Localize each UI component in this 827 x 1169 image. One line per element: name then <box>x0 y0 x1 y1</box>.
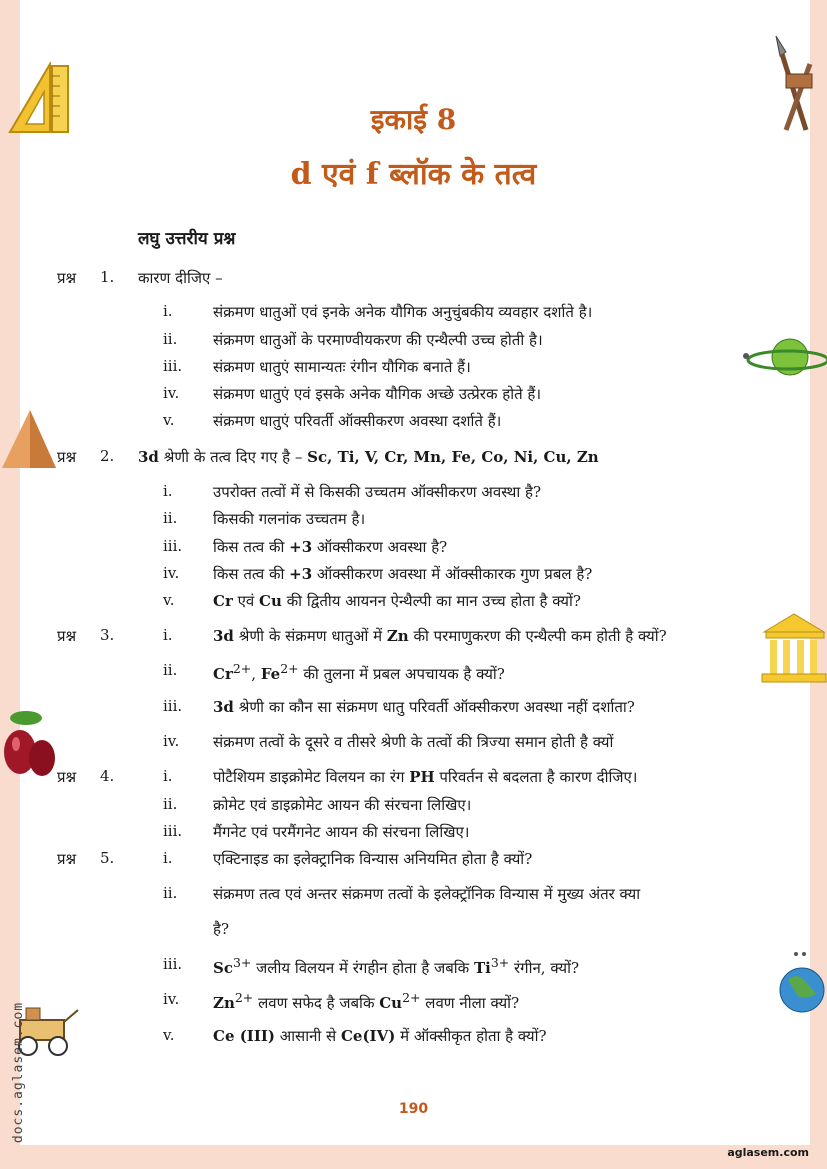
item-text: उपरोक्त तत्वों में से किसकी उच्चतम ऑक्सीकरण अवस्था है? <box>213 483 541 501</box>
item-number: iii. <box>163 955 183 973</box>
question-number: 1. <box>100 268 115 286</box>
question-number: 4. <box>100 767 115 785</box>
item-number: iv. <box>163 732 180 750</box>
planet-icon <box>742 332 827 382</box>
unit-label: इकाई 8 <box>370 103 457 136</box>
item-number: iii. <box>163 357 183 375</box>
item-text: किसकी गलनांक उच्चतम है। <box>213 510 366 528</box>
question-label: प्रश्न <box>57 768 77 786</box>
brand-link[interactable]: aglasem.com <box>727 1146 809 1159</box>
item-number: i. <box>163 302 173 320</box>
item-number: iv. <box>163 564 180 582</box>
item-number: iv. <box>163 990 180 1008</box>
item-text: संक्रमण धातुओं एवं इनके अनेक यौगिक अनुचुंबकीय व्यवहार दर्शाते है। <box>213 303 593 321</box>
item-number: i. <box>163 767 173 785</box>
item-number: iv. <box>163 384 180 402</box>
element-list: Sc, Ti, V, Cr, Mn, Fe, Co, Ni, Cu, Zn <box>307 448 599 466</box>
item-text: संक्रमण तत्व एवं अन्तर संक्रमण तत्वों के इलेक्ट्रॉनिक विन्यास में मुख्य अंतर क्या <box>213 885 641 903</box>
item-number: ii. <box>163 330 178 348</box>
item-number: i. <box>163 626 173 644</box>
item-text: संक्रमण तत्वों के दूसरे व तीसरे श्रेणी के तत्वों की त्रिज्या समान होती है क्यों <box>213 733 614 751</box>
page-number: 190 <box>398 1101 429 1117</box>
item-text: $Zn^{2+}$ लवण सफेद है जबकि $Cu^{2+}$ लवण नीला क्यों? <box>213 990 520 1012</box>
item-text: संक्रमण धातुएं परिवर्ती ऑक्सीकरण अवस्था दर्शाते हैं। <box>213 412 502 430</box>
item-text: 3d श्रेणी का कौन सा संक्रमण धातु परिवर्ती ऑक्सीकरण अवस्था नहीं दर्शाता? <box>213 698 635 716</box>
item-text: Ce (III) आसानी से Ce(IV) में ऑक्सीकृत होता है क्यों? <box>213 1027 547 1045</box>
item-number: i. <box>163 482 173 500</box>
question-number: 2. <box>100 447 115 465</box>
section-heading: लघु उत्तरीय प्रश्न <box>138 229 236 249</box>
item-text: $Sc^{3+}$ जलीय विलयन में रंगहीन होता है जबकि $Ti^{3+}$ रंगीन, क्यों? <box>213 955 579 977</box>
item-number: ii. <box>163 884 178 902</box>
item-text: संक्रमण धातुओं के परमाण्वीयकरण की एन्थैल्पी उच्च होती है। <box>213 331 543 349</box>
earth-globe-icon <box>776 950 827 1016</box>
question-label: प्रश्न <box>57 627 77 645</box>
watermark: docs.aglasem.com <box>11 1001 27 1144</box>
item-number: iii. <box>163 537 183 555</box>
temple-icon <box>760 612 827 684</box>
item-text: क्रोमेट एवं डाइक्रोमेट आयन की संरचना लिखिए। <box>213 796 472 814</box>
item-text: 3d श्रेणी के संक्रमण धातुओं में Zn की परमाणुकरण की एन्थैल्पी कम होती है क्यों? <box>213 627 667 645</box>
question-number: 3. <box>100 626 115 644</box>
question-label: प्रश्न <box>57 850 77 868</box>
series-label: 3d <box>138 448 159 466</box>
item-text: पोटैशियम डाइक्रोमेट विलयन का रंग PH परिवर्तन से बदलता है कारण दीजिए। <box>213 768 638 786</box>
question-text: 3d श्रेणी के तत्व दिए गए है – Sc, Ti, V, Cr, Mn, Fe, Co, Ni, Cu, Zn <box>138 448 599 466</box>
item-number: ii. <box>163 661 178 679</box>
item-text: एक्टिनाइड का इलेक्ट्रानिक विन्यास अनियमित होता है क्यों? <box>213 850 533 868</box>
item-number: i. <box>163 849 173 867</box>
item-number: ii. <box>163 509 178 527</box>
item-number: v. <box>163 591 175 609</box>
question-label: प्रश्न <box>57 448 77 466</box>
item-number: iii. <box>163 822 183 840</box>
berries-icon <box>2 708 58 780</box>
item-text: $Cr^{2+}$, $Fe^{2+}$ की तुलना में प्रबल अपचायक है क्यों? <box>213 661 505 683</box>
item-text: मैंगनेट एवं परमैंगनेट आयन की संरचना लिखिए। <box>213 823 470 841</box>
item-text: संक्रमण धातुएं एवं इसके अनेक यौगिक अच्छे उत्प्रेरक होते हैं। <box>213 385 542 403</box>
item-text: किस तत्व की +3 ऑक्सीकरण अवस्था में ऑक्सीकारक गुण प्रबल है? <box>213 565 593 583</box>
item-number: iii. <box>163 697 183 715</box>
item-text: संक्रमण धातुएं सामान्यतः रंगीन यौगिक बनाते हैं। <box>213 358 471 376</box>
item-text: Cr एवं Cu की द्वितीय आयनन ऐन्थैल्पी का मान उच्च होता है क्यों? <box>213 592 581 610</box>
question-label: प्रश्न <box>57 269 77 287</box>
chapter-title: d एवं f ब्लॉक के तत्व <box>290 157 537 192</box>
question-number: 5. <box>100 849 115 867</box>
item-number: v. <box>163 411 175 429</box>
item-text: किस तत्व की +3 ऑक्सीकरण अवस्था है? <box>213 538 448 556</box>
question-text: कारण दीजिए – <box>138 269 223 287</box>
item-number: v. <box>163 1026 175 1044</box>
pyramid-icon <box>0 408 58 470</box>
item-number: ii. <box>163 795 178 813</box>
item-text-continued: है? <box>213 920 230 938</box>
